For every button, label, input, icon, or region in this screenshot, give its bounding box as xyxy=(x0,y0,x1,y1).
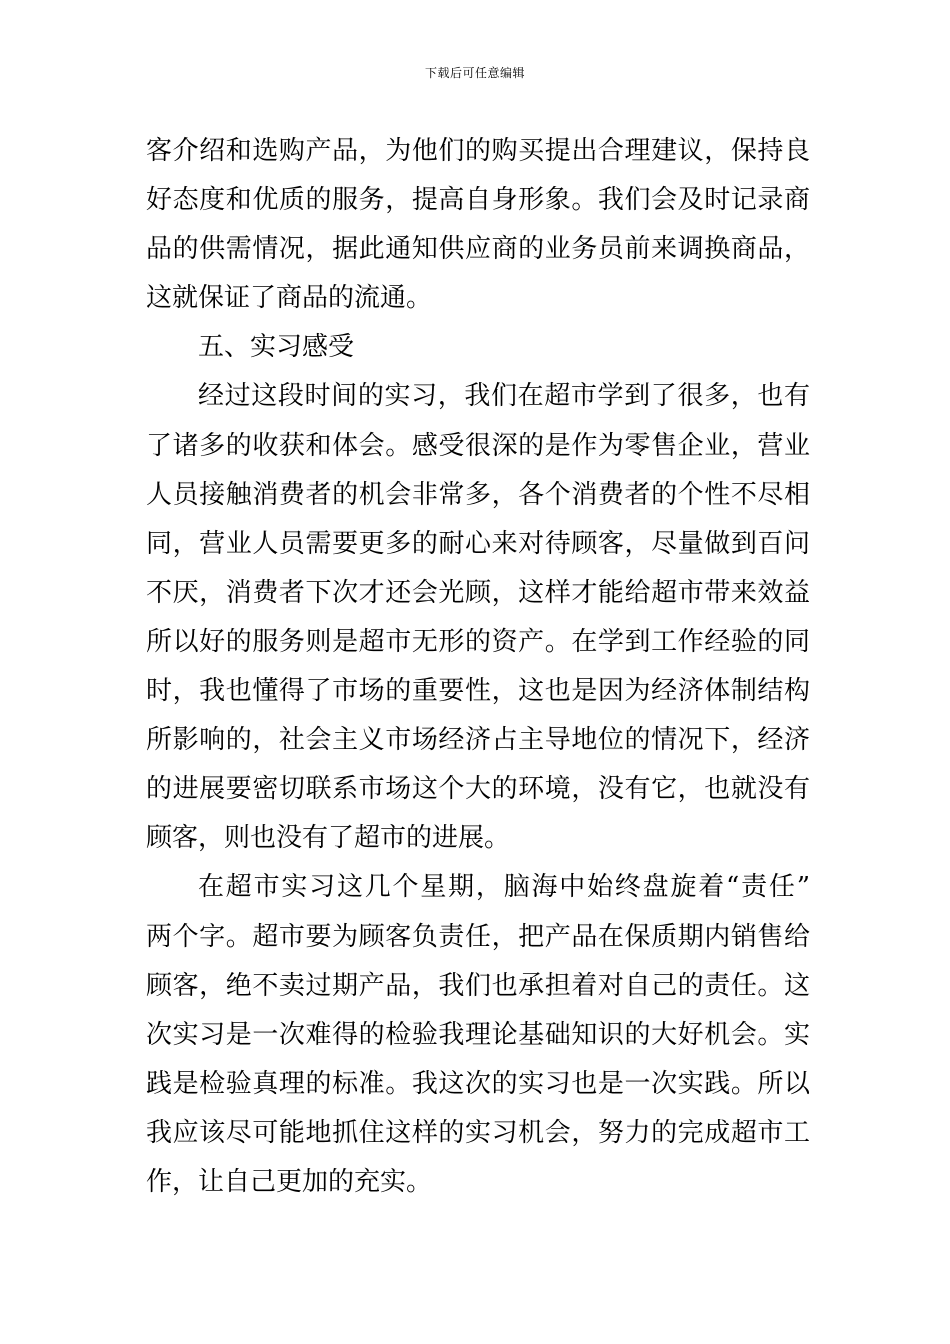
text-line: 时，我也懂得了市场的重要性，这也是因为经济体制结构 xyxy=(146,676,810,707)
text-line: 人员接触消费者的机会非常多，各个消费者的个性不尽相 xyxy=(146,479,810,510)
text-line: 在超市实习这几个星期，脑海中始终盘旋着“责任” xyxy=(198,872,810,903)
text-line: 品的供需情况，据此通知供应商的业务员前来调换商品， xyxy=(146,234,810,265)
text-line: 所影响的，社会主义市场经济占主导地位的情况下，经济 xyxy=(146,725,810,756)
section-heading xyxy=(146,323,810,372)
text-line: 不厌，消费者下次才还会光顾，这样才能给超市带来效益 xyxy=(146,577,810,608)
text-line: 经过这段时间的实习，我们在超市学到了很多，也有 xyxy=(198,381,810,412)
text-line: 同，营业人员需要更多的耐心来对待顾客，尽量做到百问 xyxy=(146,528,810,559)
text-line: 两个字。超市要为顾客负责任，把产品在保质期内销售给 xyxy=(146,921,810,952)
paragraph-experience xyxy=(146,372,810,863)
text-line: 的进展要密切联系市场这个大的环境，没有它，也就没有 xyxy=(146,774,810,805)
text-line: 我应该尽可能地抓住这样的实习机会，努力的完成超市工 xyxy=(146,1117,810,1148)
text-line: 了诸多的收获和体会。感受很深的是作为零售企业，营业 xyxy=(146,430,810,461)
document-body xyxy=(146,127,810,1207)
paragraph-responsibility xyxy=(146,863,810,1207)
text-line: 作，让自己更加的充实。 xyxy=(146,1166,433,1197)
paragraph-service xyxy=(146,127,810,323)
text-line: 这就保证了商品的流通。 xyxy=(146,283,433,314)
text-line: 客介绍和选购产品，为他们的购买提出合理建议，保持良 xyxy=(146,136,810,166)
text-line: 次实习是一次难得的检验我理论基础知识的大好机会。实 xyxy=(146,1019,810,1050)
text-line: 顾客，则也没有了超市的进展。 xyxy=(146,823,511,854)
text-line: 践是检验真理的标准。我这次的实习也是一次实践。所以 xyxy=(146,1068,810,1099)
page-header: 下载后可任意编辑 xyxy=(424,66,525,80)
text-line: 所以好的服务则是超市无形的资产。在学到工作经验的同 xyxy=(146,626,810,657)
heading-line: 五、实习感受 xyxy=(198,332,355,363)
text-line: 好态度和优质的服务，提高自身形象。我们会及时记录商 xyxy=(146,185,810,216)
text-line: 顾客，绝不卖过期产品，我们也承担着对自己的责任。这 xyxy=(146,970,810,1001)
